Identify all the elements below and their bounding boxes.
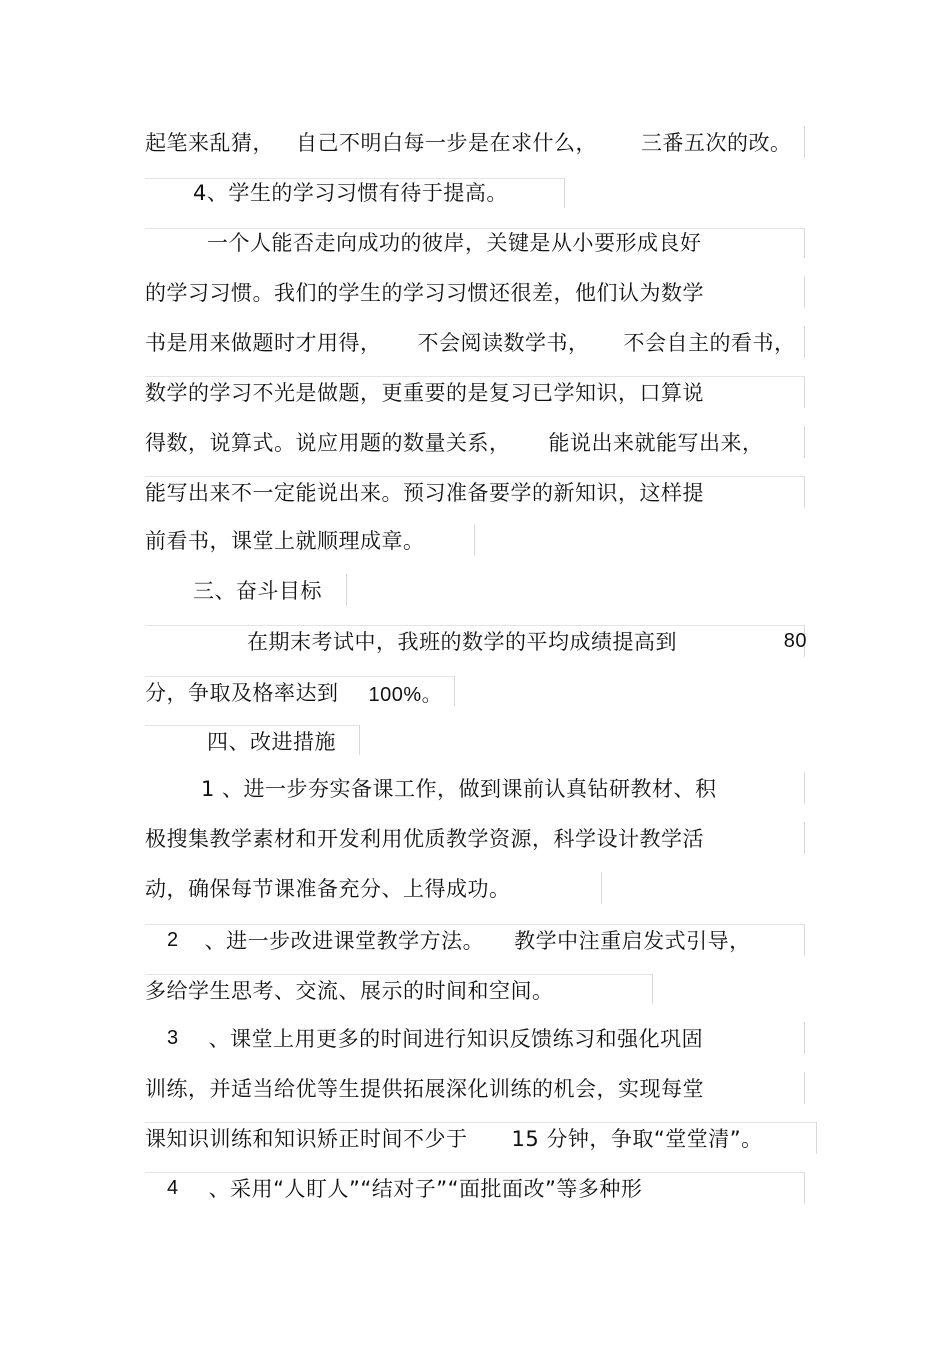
text-line bbox=[145, 1122, 763, 1154]
text-segment: 动，确保每节课准备充分、上得成功。 bbox=[145, 877, 511, 901]
text-segment: 4、学生的学习习惯有待于提高。 bbox=[193, 181, 508, 205]
text-line bbox=[145, 326, 796, 358]
table-rule bbox=[804, 1172, 805, 1204]
text-line bbox=[145, 1072, 704, 1104]
table-rule bbox=[804, 126, 805, 158]
text-segment: 极搜集教学素材和开发利用优质教学资源，科学设计教学活 bbox=[145, 827, 704, 851]
table-rule bbox=[816, 1122, 817, 1154]
text-segment: 15 分钟，争取“堂堂清”。 bbox=[511, 1127, 763, 1151]
text-segment: 3 bbox=[167, 1026, 179, 1049]
text-line bbox=[247, 625, 807, 657]
table-rule bbox=[804, 1022, 805, 1054]
table-rule bbox=[804, 476, 805, 508]
table-rule bbox=[601, 872, 602, 904]
section-heading bbox=[193, 574, 322, 606]
text-line bbox=[207, 226, 702, 258]
text-segment: 、采用“人盯人”“结对子”“面批面改”等多种形 bbox=[208, 1177, 643, 1201]
text-segment: 不会阅读数学书， bbox=[417, 331, 590, 355]
table-rule bbox=[804, 228, 805, 258]
text-segment: 教学中注重启发式引导， bbox=[514, 929, 751, 953]
text-segment: 得数，说算式。说应用题的数量关系， bbox=[145, 431, 511, 455]
text-line bbox=[145, 676, 442, 708]
text-line bbox=[201, 772, 717, 804]
text-segment: 1 、进一步夯实备课工作，做到课前认真钻研教材、积 bbox=[201, 777, 717, 801]
table-rule bbox=[454, 676, 455, 706]
table-rule bbox=[804, 426, 805, 458]
text-segment: 分，争取及格率达到 bbox=[145, 681, 339, 705]
text-line bbox=[145, 126, 792, 158]
table-rule bbox=[804, 924, 805, 956]
table-rule bbox=[804, 326, 805, 358]
text-segment: 三、奋斗目标 bbox=[193, 579, 322, 603]
text-line bbox=[145, 524, 425, 556]
table-rule bbox=[804, 376, 805, 408]
text-segment: 多给学生思考、交流、展示的时间和空间。 bbox=[145, 979, 554, 1003]
text-line bbox=[145, 276, 704, 308]
table-rule bbox=[804, 1072, 805, 1104]
section-heading bbox=[207, 725, 336, 757]
text-line bbox=[145, 376, 704, 408]
text-segment: 80 bbox=[783, 629, 807, 652]
text-line bbox=[145, 426, 764, 458]
text-line bbox=[167, 1172, 642, 1204]
text-segment: 能写出来不一定能说出来。预习准备要学的新知识，这样提 bbox=[145, 481, 704, 505]
text-segment: 能说出来就能写出来， bbox=[548, 431, 764, 455]
text-segment: 2 bbox=[167, 928, 179, 951]
text-line bbox=[193, 176, 508, 208]
text-line bbox=[145, 872, 511, 904]
text-segment: 100%。 bbox=[368, 683, 443, 706]
text-segment: 起笔来乱猜， bbox=[145, 131, 274, 155]
text-line bbox=[167, 1022, 703, 1054]
text-segment: 四、改进措施 bbox=[207, 730, 336, 754]
text-segment: 、进一步改进课堂教学方法。 bbox=[204, 929, 485, 953]
table-rule bbox=[804, 822, 805, 854]
text-segment: 自己不明白每一步是在求什么， bbox=[296, 131, 597, 155]
text-segment: 数学的学习不光是做题，更重要的是复习已学知识，口算说 bbox=[145, 381, 704, 405]
text-segment: 、课堂上用更多的时间进行知识反馈练习和强化巩固 bbox=[208, 1027, 704, 1051]
text-segment: 一个人能否走向成功的彼岸，关键是从小要形成良好 bbox=[207, 231, 702, 255]
text-line bbox=[167, 924, 751, 956]
text-segment: 的学习习惯。我们的学生的学习习惯还很差，他们认为数学 bbox=[145, 281, 704, 305]
table-rule bbox=[652, 974, 653, 1004]
text-segment: 课知识训练和知识矫正时间不少于 bbox=[145, 1127, 468, 1151]
text-segment: 不会自主的看书， bbox=[623, 331, 796, 355]
table-rule bbox=[804, 772, 805, 804]
text-segment: 在期末考试中，我班的数学的平均成绩提高到 bbox=[247, 630, 677, 654]
text-line bbox=[145, 822, 704, 854]
text-segment: 书是用来做题时才用得， bbox=[145, 331, 382, 355]
text-segment: 前看书，课堂上就顺理成章。 bbox=[145, 529, 425, 553]
table-rule bbox=[564, 178, 565, 208]
table-rule bbox=[359, 725, 360, 755]
table-rule bbox=[474, 524, 475, 556]
table-rule bbox=[346, 574, 347, 606]
text-segment: 训练，并适当给优等生提供拓展深化训练的机会，实现每堂 bbox=[145, 1077, 704, 1101]
text-segment: 三番五次的改。 bbox=[641, 131, 792, 155]
text-line bbox=[145, 476, 704, 508]
text-segment: 4 bbox=[167, 1176, 179, 1199]
text-line bbox=[145, 974, 554, 1006]
table-rule bbox=[804, 276, 805, 308]
